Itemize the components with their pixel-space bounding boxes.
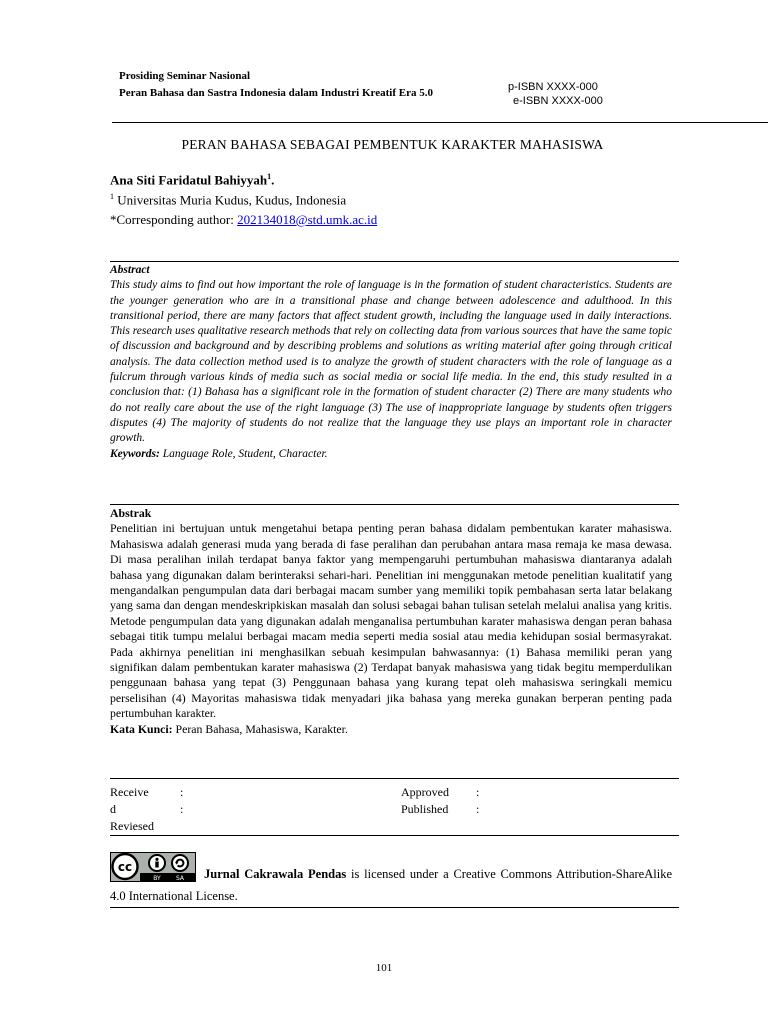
abstract-en-keywords — [110, 447, 672, 462]
published-label: Published — [401, 802, 449, 816]
proceedings-header — [119, 68, 433, 102]
reviesed-colon: : — [180, 802, 184, 816]
isbn-block — [508, 80, 603, 108]
paper-title: PERAN BAHASA SEBAGAI PEMBENTUK KARAKTER MAHASISWA — [181, 137, 604, 152]
corresponding-email-link[interactable]: 202134018@std.umk.ac.id — [237, 212, 378, 227]
kata-kunci-value: Peran Bahasa, Mahasiswa, Karakter. — [175, 721, 348, 736]
kata-kunci-label: Kata Kunci: — [110, 721, 173, 736]
e-isbn: e-ISBN XXXX-000 — [513, 95, 603, 107]
abstract-id-keywords — [110, 722, 672, 737]
page-number: 101 — [375, 962, 393, 974]
proceedings-name: Prosiding Seminar Nasional — [119, 70, 251, 82]
affiliation-sup: 1 — [110, 192, 114, 201]
author-trail: . — [271, 172, 275, 188]
by-label: BY — [153, 875, 161, 882]
reviesed-label: Reviesed — [110, 819, 154, 833]
dates-bottom-rule — [110, 835, 679, 836]
keywords-value: Language Role, Student, Character. — [162, 447, 328, 460]
receive-label-line2: d — [110, 802, 116, 816]
abstract-top-rule — [110, 261, 679, 262]
cc-by-sa-icon[interactable] — [110, 852, 196, 887]
corresponding-line — [110, 212, 377, 228]
receive-colon: : — [180, 785, 184, 799]
abstract-id-heading: Abstrak — [110, 506, 152, 520]
license-mid-text: is licensed under a — [351, 867, 449, 881]
p-isbn: p-ISBN XXXX-000 — [508, 81, 598, 93]
abstract-en-body: This study aims to find out how important the role of language is in the formation of student characteristics. Students are the younger generation who are in a transitional phase and change between adolescence and adulthood. In this transitional period, there are many factors that affect student growth, including the language used in daily interactions. This research uses qualitative research methods that rely on collecting data from various sources that have the same topic of discussion and background and by describing problems and solutions as writing material after going through critical analysis. The data collection method used is to analyze the growth of student characters with the role of language as a fulcrum through various kinds of media such as social media or social life media. In the end, this study resulted in a conclusion that: (1) Bahasa has a significant role in the formation of student character (2) There are many students who do not really care about the use of the right language (3) The use of inappropriate language by students often triggers disputes (4) The majority of students do not realize that the language they use plays an important role in character growth. — [110, 279, 672, 445]
keywords-label: Keywords: — [110, 447, 160, 460]
cc-label: cc — [117, 860, 133, 874]
abstract-bottom-rule — [110, 778, 679, 779]
author-sup: 1 — [267, 172, 272, 181]
approved-label: Approved — [401, 785, 449, 799]
affiliation-line — [110, 192, 346, 208]
affiliation-text: Universitas Muria Kudus, Kudus, Indonesia — [117, 192, 347, 208]
seminar-theme: Peran Bahasa dan Sastra Indonesia dalam Industri Kreatif Era 5.0 — [119, 87, 433, 99]
license-statement — [110, 852, 672, 905]
published-colon: : — [476, 802, 480, 816]
receive-label — [110, 784, 154, 835]
license-bottom-rule — [110, 907, 679, 908]
receive-label-line1: Receive — [110, 785, 149, 799]
abstract-id — [110, 506, 672, 737]
license-link[interactable]: Creative Commons Attribution-ShareAlike 4.0 International License. — [110, 867, 672, 903]
header-divider — [112, 122, 768, 123]
author-name: Ana Siti Faridatul Bahiyyah — [110, 172, 268, 188]
abstract-id-body: Penelitian ini bertujuan untuk mengetahui betapa penting peran bahasa didalam pembentukan karater mahasiswa. Mahasiswa adalah generasi muda yang berada di fase peralihan dan perubahan antara masa remaja ke masa dewasa. Di masa peralihan inilah terdapat banya faktor yang mempengaruhi pertumbuhan mahasiswa diantaranya adalah bahasa yang digunakan dalam berinteraksi sehari-hari. Penelitian ini menggunakan metode penelitian kualitatif yang mengandalkan pengumpulan data dari berbagai macam sumber yang memiliki topik pembahasan serta latar belakang yang sama dan dengan mendeskripkiskan masalah dan solusi sebagai bahan tulisan setelah melalui analisa yang kritis. Metode pengumpulan data yang digunakan adalah menganalisa pertumbuhan karater mahasiswa dengan peran bahasa sebagai titik tumpu melalui berbagai macam media seperti media sosial atau media kehidupan sosial bermasyrakat. Pada akhirnya penelitian ini menghasilkan sebuah kesimpulan bahwasannya: (1) Bahasa memiliki peran yang signifikan dalam pembentukan karater mahasiswa (2) Terdapat banyak mahasiswa yang tidak begitu memperdulikan penggunaan bahasa yang tepat (3) Penggunaan bahasa yang kurang tepat oleh mahasiswa seringkali memicu perselisihan (4) Mayoritas mahasiswa tidak menyadari jika bahasa yang mereka gunakan berperan penting pada pertumbuhan karakter. — [110, 521, 672, 721]
author-line — [110, 172, 274, 188]
approval-labels — [401, 784, 449, 818]
abstract-mid-rule — [110, 504, 679, 505]
received-colons — [180, 784, 183, 818]
abstract-en — [110, 263, 672, 462]
journal-name: Jurnal Cakrawala Pendas — [204, 867, 347, 881]
sa-label: SA — [175, 875, 185, 882]
abstract-en-heading: Abstract — [110, 264, 150, 276]
approval-colons — [476, 784, 479, 818]
approved-colon: : — [476, 785, 480, 799]
corresponding-label: *Corresponding author: — [110, 212, 234, 227]
